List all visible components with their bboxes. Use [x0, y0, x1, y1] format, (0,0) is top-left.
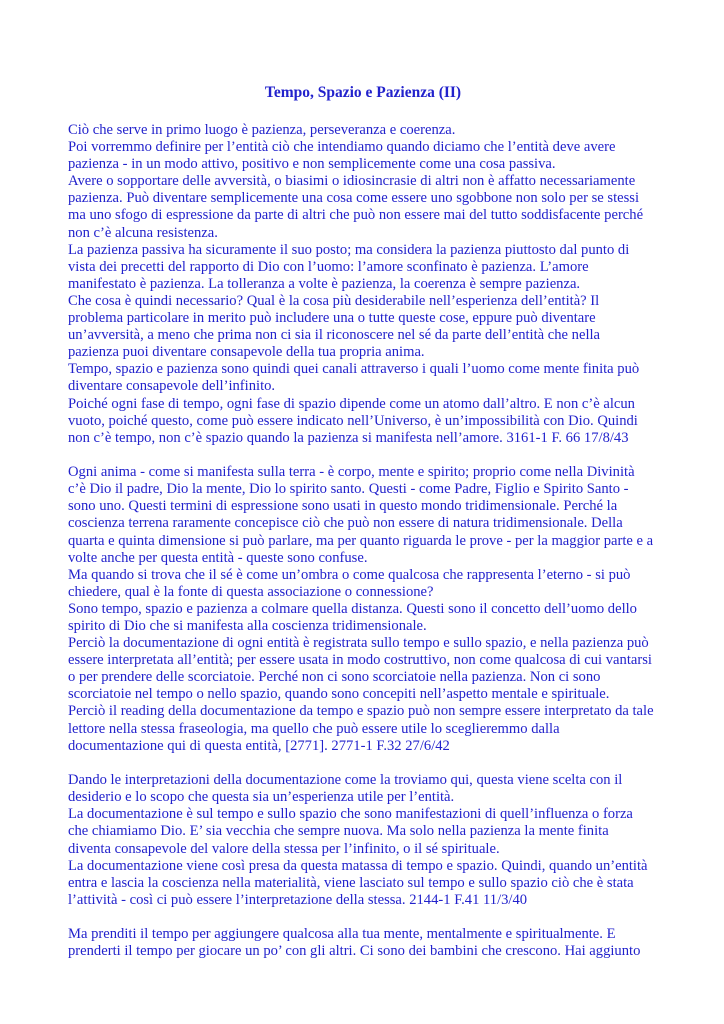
text-line: La documentazione viene così presa da questa matassa di tempo e spazio. Quindi, quando un’entità — [68, 857, 648, 874]
text-line: La pazienza passiva ha sicuramente il suo posto; ma considera la pazienza piuttosto dal punto di — [68, 241, 630, 258]
text-line: manifestato è pazienza. La tolleranza a volte è pazienza, la coerenza è sempre pazienza. — [68, 275, 581, 292]
text-line: diventa consapevole del valore della stessa per l’infinito, o il sé spirituale. — [68, 840, 500, 857]
text-line: coscienza terrena raramente concepisce ciò che può non essere di natura tridimensionale. Della — [68, 515, 623, 532]
paragraph-gap — [68, 755, 658, 772]
paragraph-3 — [68, 772, 658, 909]
text-line: vuoto, poiché questo, come può essere indicato nell’Universo, è un’impossibilità con Dio. Quindi — [68, 412, 638, 429]
text-line: volte anche per questa entità - queste sono confuse. — [68, 549, 368, 566]
text-line: quarta e quinta dimensione si può parlare, ma per quanto riguarda le prove - per la maggior parte e a — [68, 532, 654, 549]
text-line: l’attività - così ci può essere l’interpretazione della stessa. 2144-1 F.41 11/3/40 — [68, 891, 528, 908]
document-page — [68, 84, 658, 960]
text-line: pazienza puoi diventare consapevole della tua propria anima. — [68, 344, 425, 361]
text-line: Ogni anima - come si manifesta sulla terra - è corpo, mente e spirito; proprio come nella Divinità — [68, 464, 635, 481]
text-line: Ma prenditi il tempo per aggiungere qualcosa alla tua mente, mentalmente e spiritualmente. E — [68, 926, 616, 943]
text-line: Ma quando si trova che il sé è come un’ombra o come qualcosa che rappresenta l’eterno - si può — [68, 566, 631, 583]
text-line: Poi vorremmo definire per l’entità ciò che intendiamo quando diciamo che l’entità deve avere — [68, 139, 616, 156]
text-line: Avere o sopportare delle avversità, o biasimi o idiosincrasie di altri non è affatto necessariamente — [68, 173, 636, 190]
text-line: un’avversità, a meno che prima non ci sia il riconoscere nel sé da parte dell’entità che nella — [68, 327, 601, 344]
text-line: pazienza. Può diventare semplicemente una cosa come essere uno sgobbone non solo per se stessi — [68, 190, 640, 207]
text-line: desiderio e lo scopo che questa sia un’esperienza utile per l’entità. — [68, 789, 455, 806]
text-line: pazienza - in un modo attivo, positivo e non semplicemente come una cosa passiva. — [68, 156, 556, 173]
text-line: Che cosa è quindi necessario? Qual è la cosa più desiderabile nell’esperienza dell’entità? Il — [68, 292, 600, 309]
text-line: non c’è alcuna resistenza. — [68, 224, 218, 241]
text-line: non c’è tempo, non c’è spazio quando la pazienza si manifesta nell’amore. 3161-1 F. 66 17/8/43 — [68, 429, 629, 446]
text-line: Dando le interpretazioni della documentazione come la troviamo qui, questa viene scelta con il — [68, 772, 623, 789]
document-body — [68, 122, 658, 960]
text-line: Perciò la documentazione di ogni entità è registrata sullo tempo e sullo spazio, e nella pazienza può — [68, 635, 649, 652]
document-title: Tempo, Spazio e Pazienza (II) — [264, 84, 462, 101]
paragraph-1 — [68, 122, 658, 447]
text-line: prenderti il tempo per giocare un po’ con gli altri. Ci sono dei bambini che crescono. Hai aggiunto — [68, 943, 641, 960]
text-line: Sono tempo, spazio e pazienza a colmare quella distanza. Questi sono il concetto dell’uomo dello — [68, 600, 637, 617]
text-line: o per prendere delle scorciatoie. Perché non ci sono scorciatoie nella pazienza. Non ci sono — [68, 669, 601, 686]
text-line: lettore nella stessa fraseologia, ma quello che può essere utile lo sceglieremmo dalla — [68, 720, 560, 737]
text-line: essere interpretata all’entità; per essere usata in modo costruttivo, non come qualcosa di cui vantarsi — [68, 652, 652, 669]
paragraph-gap — [68, 447, 658, 464]
text-line: sono uno. Questi termini di espressione sono usati in questo mondo tridimensionale. Perché la — [68, 498, 618, 515]
text-line: diventare consapevole dell’infinito. — [68, 378, 276, 395]
paragraph-4 — [68, 926, 658, 960]
text-line: entra e lascia la coscienza nella materialità, viene lasciato sul tempo e sullo spazio ciò che è stata — [68, 874, 634, 891]
text-line: Ciò che serve in primo luogo è pazienza, perseveranza e coerenza. — [68, 122, 456, 138]
text-line: chiedere, qual è la fonte di questa associazione o connessione? — [68, 583, 434, 600]
paragraph-2 — [68, 464, 658, 755]
text-line: Perciò il reading della documentazione da tempo e spazio può non sempre essere interpretato da tale — [68, 703, 654, 720]
text-line: che chiamiamo Dio. E’ sia vecchia che sempre nuova. Ma solo nella pazienza la mente finita — [68, 823, 609, 840]
text-line: documentazione qui di questa entità, [2771]. 2771-1 F.32 27/6/42 — [68, 737, 450, 754]
paragraph-gap — [68, 909, 658, 926]
text-line: La documentazione è sul tempo e sullo spazio che sono manifestazioni di quell’influenza o forza — [68, 806, 633, 823]
text-line: c’è Dio il padre, Dio la mente, Dio lo spirito santo. Questi - come Padre, Figlio e Spirito Santo - — [68, 481, 629, 498]
text-line: ma uno sfogo di espressione da parte di altri che può non essere mai del tutto soddisfacente perché — [68, 207, 644, 224]
text-line: spirito di Dio che si manifesta alla coscienza tridimensionale. — [68, 618, 427, 635]
text-line: problema particolare in merito può includere una o tutte queste cose, eppure può diventare — [68, 310, 596, 327]
text-line: scorciatoie nel tempo o nello spazio, quando sono concepiti nell’aspetto mentale e spirituale. — [68, 686, 610, 703]
text-line: Poiché ogni fase di tempo, ogni fase di spazio dipende come un atomo dall’altro. E non c’è alcun — [68, 395, 635, 412]
text-line: Tempo, spazio e pazienza sono quindi quei canali attraverso i quali l’uomo come mente finita può — [68, 361, 640, 378]
text-line: vista dei precetti del rapporto di Dio con l’uomo: l’amore sconfinato è pazienza. L’amore — [68, 258, 589, 275]
